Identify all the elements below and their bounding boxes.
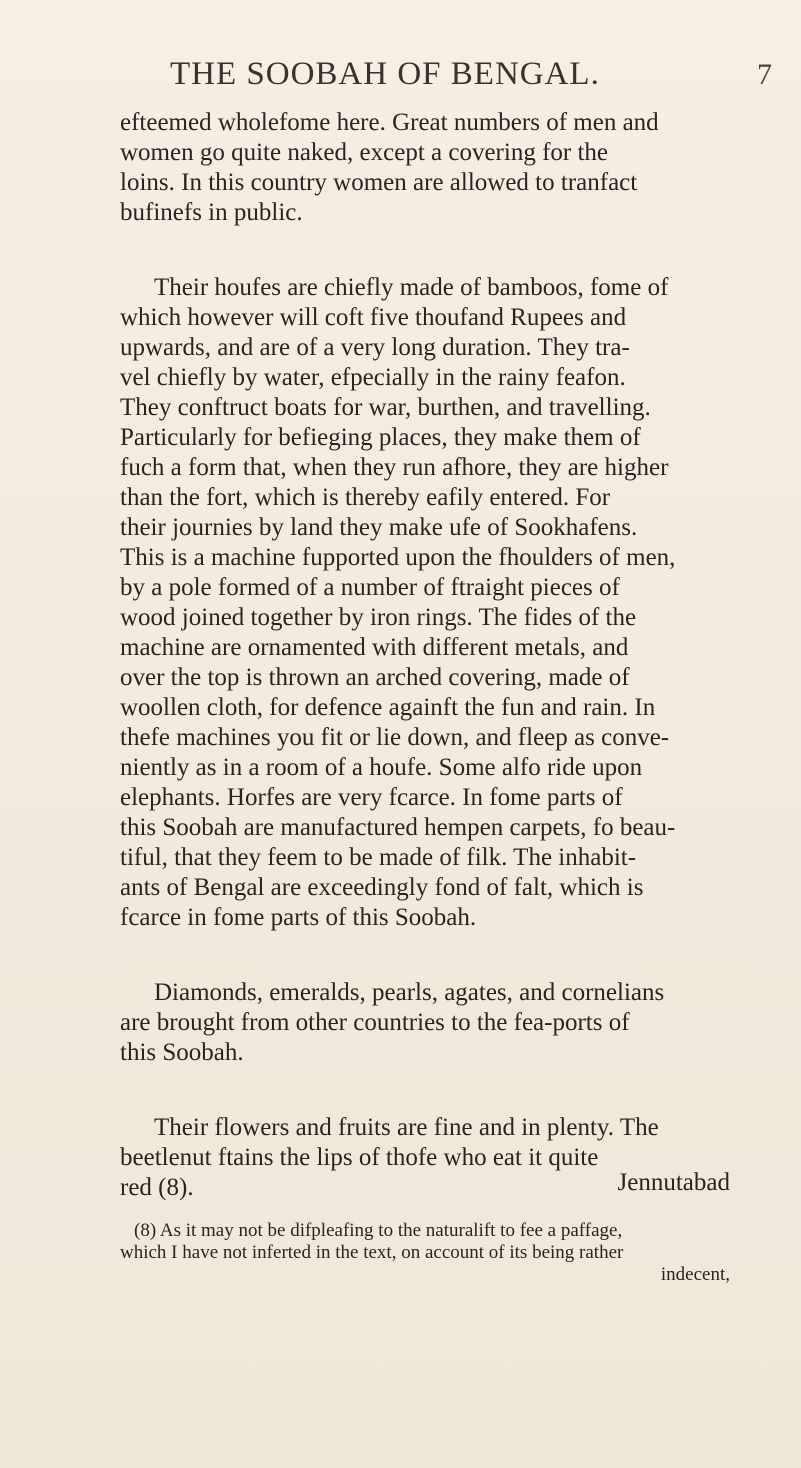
text-line: elephants. Horfes are very fcarce. In fome parts of: [120, 784, 623, 811]
footnote: [120, 1220, 730, 1286]
text-line: this Soobah are manufactured hempen carpets, fo beau-: [120, 814, 676, 841]
text-line: This is a machine fupported upon the fhoulders of men,: [120, 544, 676, 571]
text-line: woollen cloth, for defence againft the fun and rain. In: [120, 694, 656, 721]
text-line: They conftruct boats for war, burthen, and travelling.: [120, 394, 651, 421]
text-line: Their flowers and fruits are fine and in plenty. The: [154, 1114, 659, 1141]
text-line: fuch a form that, when they run afhore, they are higher: [120, 454, 669, 481]
text-line: niently as in a room of a houfe. Some alfo ride upon: [120, 754, 643, 781]
text-line: wood joined together by iron rings. The fides of the: [120, 604, 637, 631]
text-line: ants of Bengal are exceedingly fond of falt, which is: [120, 874, 644, 901]
text-line: machine are ornamented with different metals, and: [120, 634, 629, 661]
text-line: this Soobah.: [120, 1039, 244, 1066]
catchword: Jennutabad: [617, 1169, 730, 1196]
body-text: [120, 108, 730, 1248]
footnote-line: which I have not inferted in the text, on account of its being rather: [120, 1242, 624, 1263]
text-line: loins. In this country women are allowed to tranfact: [120, 169, 638, 196]
text-line: red (8).: [120, 1174, 194, 1201]
text-line: beetlenut ftains the lips of thofe who eat it quite: [120, 1144, 599, 1171]
text-line: than the fort, which is thereby eafily entered. For: [120, 484, 611, 511]
text-line: thefe machines you fit or lie down, and fleep as conve-: [120, 724, 670, 751]
text-line: fcarce in fome parts of this Soobah.: [120, 904, 477, 931]
text-line: Diamonds, emeralds, pearls, agates, and cornelians: [154, 979, 665, 1006]
text-line: bufinefs in public.: [120, 199, 303, 226]
paragraph-2: [120, 273, 730, 933]
paragraph-1: [120, 108, 730, 228]
text-line: Particularly for befieging places, they make them of: [120, 424, 641, 451]
running-title: THE SOOBAH OF BENGAL.: [170, 56, 600, 92]
footnote-line: (8) As it may not be difpleafing to the naturalift to fee a paffage,: [134, 1220, 623, 1241]
text-line: are brought from other countries to the fea-ports of: [120, 1009, 630, 1036]
text-line: Their houfes are chiefly made of bamboos, fome of: [154, 274, 669, 301]
footnote-line: indecent,: [660, 1264, 730, 1285]
catchword-row: [120, 1168, 730, 1200]
text-line: tiful, that they feem to be made of filk. The inhabit-: [120, 844, 637, 871]
text-line: their journies by land they make ufe of Sookhafens.: [120, 514, 638, 541]
text-line: by a pole formed of a number of ftraight pieces of: [120, 574, 620, 601]
text-line: upwards, and are of a very long duration. They tra-: [120, 334, 630, 361]
text-line: vel chiefly by water, efpecially in the rainy feafon.: [120, 364, 626, 391]
text-line: which however will coft five thoufand Rupees and: [120, 304, 627, 331]
page-number: 7: [757, 58, 772, 91]
text-line: over the top is thrown an arched covering, made of: [120, 664, 630, 691]
running-head: [0, 56, 801, 96]
paragraph-3: [120, 978, 730, 1068]
text-line: women go quite naked, except a covering for the: [120, 139, 609, 166]
text-line: efteemed wholefome here. Great numbers of men and: [120, 109, 659, 136]
